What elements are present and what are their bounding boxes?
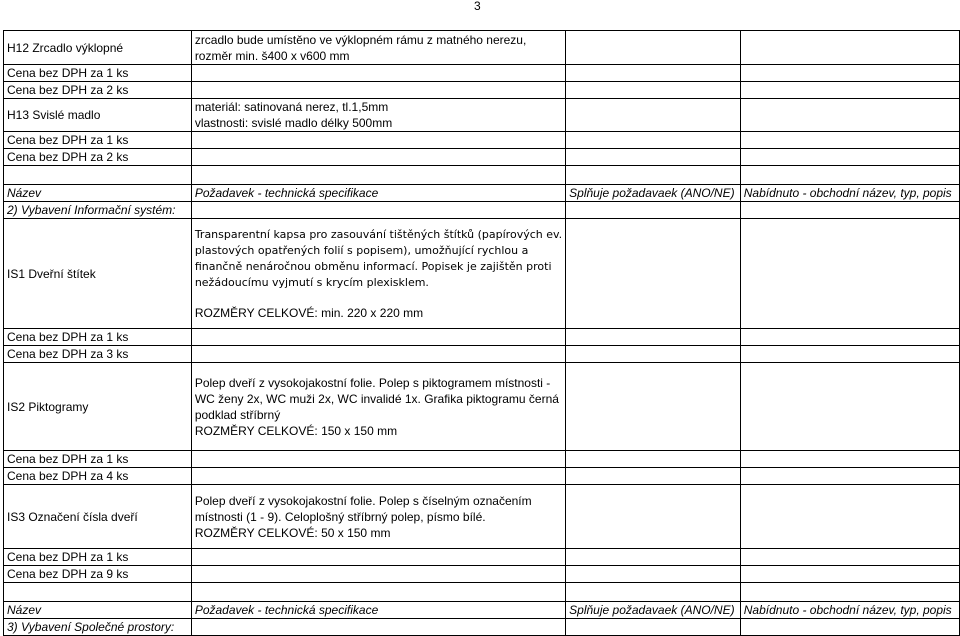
empty-cell [740,65,959,82]
compliance-cell[interactable] [566,219,741,329]
price-value[interactable] [191,346,565,363]
spacer-row [4,166,960,185]
price-row [4,468,960,485]
item-code: IS2 Piktogramy [4,363,192,451]
price-label: Cena bez DPH za 1 ks [4,451,192,468]
spec-line: podklad stříbrný [194,407,281,422]
spacer [195,291,562,305]
header-row [4,602,960,619]
spec-line: rozměr min. š400 x v600 mm [194,48,350,63]
price-row [4,132,960,149]
price-value[interactable] [191,549,565,566]
empty-cell [566,451,741,468]
table-row [4,99,960,132]
item-spec [191,99,565,132]
price-row [4,549,960,566]
price-label: Cena bez DPH za 1 ks [4,329,192,346]
empty-cell [740,166,959,185]
item-spec [191,485,565,549]
price-label: Cena bez DPH za 9 ks [4,566,192,583]
section-title: 2) Vybavení Informační systém: [4,202,192,219]
price-value[interactable] [191,132,565,149]
header-nazev: Název [4,185,192,202]
empty-cell [566,82,741,99]
table-row [4,363,960,451]
spec-line: Transparentní kapsa pro zasouvání tištěných štítků (papírových ev. [194,227,563,241]
item-code: H12 Zrcadlo výklopné [4,31,192,65]
price-value[interactable] [191,329,565,346]
compliance-cell[interactable] [566,99,741,132]
empty-cell [740,149,959,166]
item-spec [191,31,565,65]
header-row [4,185,960,202]
empty-cell [566,202,741,219]
item-spec [191,219,565,329]
price-row [4,329,960,346]
empty-cell [191,202,565,219]
header-splnuje: Splňuje požadavaek (ANO/NE) [566,185,741,202]
empty-cell [740,202,959,219]
price-value[interactable] [191,65,565,82]
compliance-cell[interactable] [566,31,741,65]
spec-line: finančně nenáročnou obměnu informací. Popisek je zajištěn proti [194,259,552,273]
empty-cell [740,583,959,602]
price-row [4,65,960,82]
spec-line: nežádoucímu vyjmutí s krycím plexisklem. [194,275,429,289]
empty-cell [566,149,741,166]
empty-cell [566,619,741,636]
empty-cell [566,468,741,485]
empty-cell [740,82,959,99]
price-label: Cena bez DPH za 1 ks [4,65,192,82]
empty-cell [740,549,959,566]
spec-line: ROZMĚRY CELKOVÉ: 150 x 150 mm [194,423,398,438]
spec-line: místnosti (1 - 9). Celoplošný stříbrný polep, písmo bílé. [194,509,486,524]
offer-cell[interactable] [740,219,959,329]
header-splnuje: Splňuje požadavaek (ANO/NE) [566,602,741,619]
empty-cell [740,329,959,346]
spec-line: ROZMĚRY CELKOVÉ: 50 x 150 mm [194,525,391,540]
empty-cell [740,132,959,149]
compliance-cell[interactable] [566,485,741,549]
spec-line: Polep dveří z vysokojakostní folie. Polep s číselným označením [194,493,532,508]
price-row [4,451,960,468]
empty-cell [191,619,565,636]
spec-line: WC ženy 2x, WC muži 2x, WC invalidé 1x. Grafika piktogramu černá [194,391,559,406]
spec-line: materiál: satinovaná nerez, tl.1,5mm [194,100,389,114]
empty-cell [4,166,192,185]
table-row [4,219,960,329]
empty-cell [566,583,741,602]
offer-cell[interactable] [740,99,959,132]
price-label: Cena bez DPH za 4 ks [4,468,192,485]
price-value[interactable] [191,468,565,485]
empty-cell [566,346,741,363]
price-value[interactable] [191,149,565,166]
table-row [4,485,960,549]
section-title: 3) Vybavení Společné prostory: [4,619,192,636]
table-row [4,31,960,65]
empty-cell [566,132,741,149]
spec-line: Polep dveří z vysokojakostní folie. Polep s piktogramem místnosti - [194,375,551,390]
item-spec [191,363,565,451]
header-pozadavek: Požadavek - technická specifikace [191,602,565,619]
empty-cell [740,346,959,363]
section-row [4,202,960,219]
item-code: H13 Svislé madlo [4,99,192,132]
spec-line: plastových opatřených folií s popisem), umožňující rychlou a [194,243,529,257]
spec-line: vlastnosti: svislé madlo délky 500mm [194,116,393,130]
price-row [4,82,960,99]
empty-cell [566,566,741,583]
offer-cell[interactable] [740,363,959,451]
price-row [4,566,960,583]
item-code: IS1 Dveřní štítek [4,219,192,329]
spec-dims: ROZMĚRY CELKOVÉ: min. 220 x 220 mm [194,305,424,320]
spec-line: zrcadlo bude umístěno ve výklopném rámu z matného nerezu, [194,32,527,47]
empty-cell [566,166,741,185]
header-nabidnuto: Nabídnuto - obchodní název, typ, popis [740,602,959,619]
offer-cell[interactable] [740,31,959,65]
empty-cell [4,583,192,602]
price-label: Cena bez DPH za 2 ks [4,82,192,99]
empty-cell [740,566,959,583]
compliance-cell[interactable] [566,363,741,451]
empty-cell [740,619,959,636]
empty-cell [740,468,959,485]
item-code: IS3 Označení čísla dveří [4,485,192,549]
offer-cell[interactable] [740,485,959,549]
empty-cell [566,329,741,346]
empty-cell [740,451,959,468]
empty-cell [566,65,741,82]
section-row [4,619,960,636]
specification-table [3,30,960,636]
price-label: Cena bez DPH za 1 ks [4,132,192,149]
empty-cell [191,583,565,602]
price-row [4,149,960,166]
price-label: Cena bez DPH za 1 ks [4,549,192,566]
price-value[interactable] [191,451,565,468]
page-number: 3 [474,0,481,13]
empty-cell [566,549,741,566]
header-pozadavek: Požadavek - technická specifikace [191,185,565,202]
header-nabidnuto: Nabídnuto - obchodní název, typ, popis [740,185,959,202]
spacer-row [4,583,960,602]
price-value[interactable] [191,82,565,99]
price-value[interactable] [191,566,565,583]
price-row [4,346,960,363]
empty-cell [191,166,565,185]
header-nazev: Název [4,602,192,619]
price-label: Cena bez DPH za 3 ks [4,346,192,363]
price-label: Cena bez DPH za 2 ks [4,149,192,166]
